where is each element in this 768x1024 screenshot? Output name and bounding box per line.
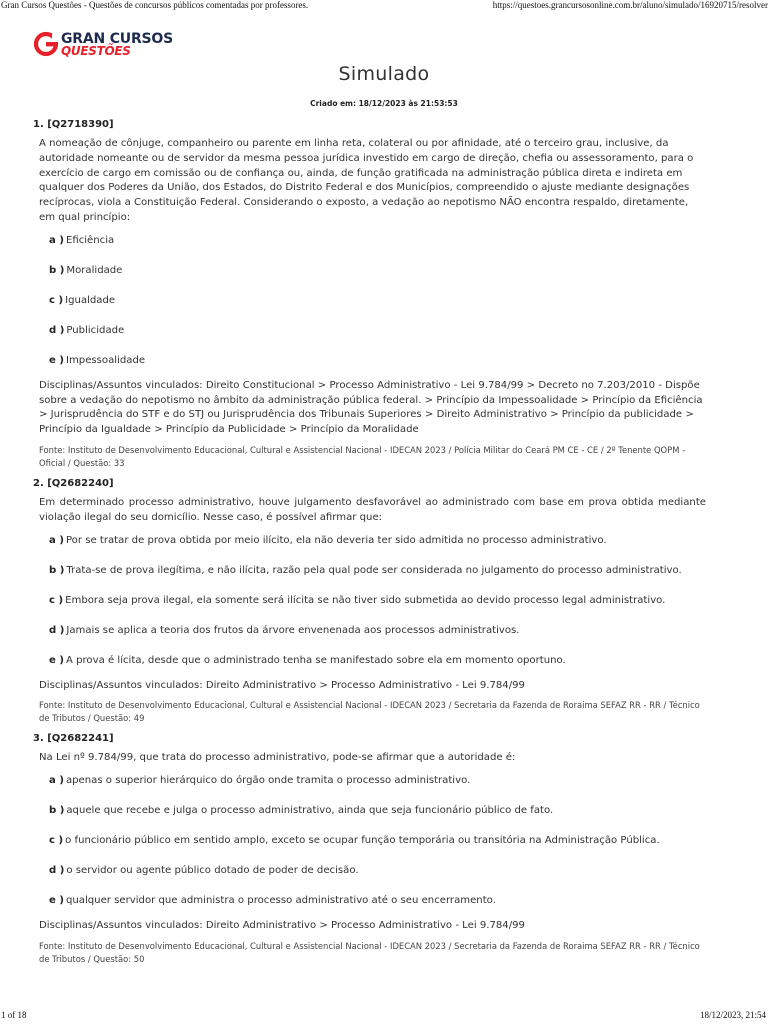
- option-d[interactable]: [49, 624, 706, 654]
- option-letter: e ): [49, 895, 64, 907]
- option-e[interactable]: [49, 894, 706, 916]
- option-letter: b ): [49, 805, 65, 817]
- option-e[interactable]: [49, 354, 706, 376]
- question-source: Fonte: Instituto de Desenvolvimento Educacional, Cultural e Assistencial Nacional - IDECAN 2023 / Secretaria da Fazenda de Roraima SEFAZ RR - RR / Técnico de Tributos / Questão: 49: [39, 700, 700, 724]
- created-date: Criado em: 18/12/2023 às 21:53:53: [310, 99, 458, 108]
- option-text: aquele que recebe e julga o processo administrativo, ainda que seja funcionário público de fato.: [66, 805, 554, 817]
- print-header-title: Gran Cursos Questões - Questões de concursos públicos comentadas por professores.: [1, 0, 309, 10]
- option-letter: e ): [49, 354, 64, 366]
- option-a[interactable]: [49, 774, 706, 804]
- question-source: Fonte: Instituto de Desenvolvimento Educacional, Cultural e Assistencial Nacional - IDECAN 2023 / Secretaria da Fazenda de Roraima SEFAZ RR - RR / Técnico de Tributos / Questão: 50: [39, 940, 700, 964]
- option-d[interactable]: [49, 864, 706, 894]
- question-3: [33, 733, 706, 966]
- question-number: 1. [Q2718390]: [33, 119, 114, 130]
- question-1: [33, 119, 706, 470]
- option-text: Igualdade: [65, 294, 116, 306]
- question-statement: Em determinado processo administrativo, houve julgamento desfavorável ao administrado com base em prova obtida mediante violação ilegal do seu domicílio. Nesse caso, é possível afirmar que:: [39, 496, 706, 523]
- question-number: 3. [Q2682241]: [33, 733, 114, 745]
- question-number: 2. [Q2682240]: [33, 477, 114, 489]
- option-letter: d ): [49, 865, 65, 877]
- print-footer: [0, 1010, 768, 1022]
- option-text: Eficiência: [65, 234, 115, 246]
- option-letter: a ): [49, 534, 64, 546]
- print-header-url: https://questoes.grancursosonline.com.br/aluno/simulado/16920715/resolver: [492, 0, 768, 10]
- option-c[interactable]: [49, 594, 706, 624]
- print-datetime: 18/12/2023, 21:54: [699, 1010, 766, 1020]
- option-letter: e ): [49, 654, 64, 666]
- option-text: qualquer servidor que administra o processo administrativo até o seu encerramento.: [65, 895, 496, 907]
- question-options: [39, 234, 706, 376]
- option-text: o funcionário público em sentido amplo, exceto se ocupar função temporária ou transitória na Administração Pública.: [65, 835, 660, 847]
- option-text: Publicidade: [66, 324, 125, 336]
- option-b[interactable]: [49, 264, 706, 294]
- option-c[interactable]: [49, 294, 706, 324]
- question-subjects: Disciplinas/Assuntos vinculados: Direito Administrativo > Processo Administrativo - Lei 9.784/99: [39, 920, 525, 932]
- option-letter: b ): [49, 564, 65, 576]
- option-c[interactable]: [49, 834, 706, 864]
- option-b[interactable]: [49, 564, 706, 594]
- logo-line-1: GRAN CURSOS: [61, 30, 173, 47]
- option-b[interactable]: [49, 804, 706, 834]
- logo-line-2: QUESTÕES: [61, 43, 131, 58]
- option-e[interactable]: [49, 654, 706, 676]
- question-subjects: Disciplinas/Assuntos vinculados: Direito Constitucional > Processo Administrativo - Lei 9.784/99 > Decreto no 7.203/2010 - Dispõe sobre a vedação do nepotismo no âmbito da administração pública federal. > Princípio da Impessoalidade > Princípio da Eficiência > Jurisprudência do STF e do STJ ou Jurisprudência dos Tribunais Superiores > Direito Administrativo > Princípio da publicidade > Princípio da Igualdade > Princípio da Publicidade > Princípio da Moralidade: [39, 379, 703, 436]
- option-letter: d ): [49, 624, 65, 636]
- option-letter: b ): [49, 264, 65, 276]
- option-text: A prova é lícita, desde que o administrado tenha se manifestado sobre ela em momento oportuno.: [65, 654, 566, 666]
- question-options: [39, 534, 706, 676]
- option-text: Por se tratar de prova obtida por meio ilícito, ela não deveria ter sido admitida no processo administrativo.: [65, 534, 607, 546]
- page-counter: 1 of 18: [1, 1010, 27, 1020]
- option-text: o servidor ou agente público dotado de poder de decisão.: [66, 865, 359, 877]
- print-header: [0, 0, 768, 12]
- question-source: Fonte: Instituto de Desenvolvimento Educacional, Cultural e Assistencial Nacional - IDECAN 2023 / Polícia Militar do Ceará PM CE - CE / 2º Tenente QOPM - Oficial / Questão: 33: [39, 444, 686, 468]
- option-text: apenas o superior hierárquico do órgão onde tramita o processo administrativo.: [65, 775, 471, 787]
- question-statement: A nomeação de cônjuge, companheiro ou parente em linha reta, colateral ou por afinidade, até o terceiro grau, inclusive, da autoridade nomeante ou de servidor da mesma pessoa jurídica investido em cargo de direção, chefia ou assessoramento, para o exercício de cargo em comissão ou de confiança ou, ainda, de função gratificada na administração pública direta e indireta em qualquer dos Poderes da União, dos Estados, do Distrito Federal e dos Municípios, compreendido o ajuste mediante designações recíprocas, viola a Constituição Federal. Considerando o exposto, a vedação ao nepotismo NÃO encontra respaldo, diretamente, em qual princípio:: [39, 138, 694, 223]
- option-letter: a ): [49, 234, 64, 246]
- option-letter: c ): [49, 594, 64, 606]
- option-text: Trata-se de prova ilegítima, e não ilícita, razão pela qual pode ser considerada no julgamento do processo administrativo.: [66, 564, 682, 576]
- option-letter: c ): [49, 835, 64, 847]
- question-options: [39, 774, 706, 916]
- option-letter: c ): [49, 294, 64, 306]
- question-statement: Na Lei nº 9.784/99, que trata do processo administrativo, pode-se afirmar que a autoridade é:: [39, 752, 516, 764]
- option-text: Moralidade: [66, 264, 123, 276]
- option-text: Embora seja prova ilegal, ela somente será ilícita se não tiver sido submetida ao devido processo legal administrativo.: [65, 594, 666, 606]
- option-text: Jamais se aplica a teoria dos frutos da árvore envenenada aos processos administrativos.: [66, 624, 520, 636]
- option-letter: a ): [49, 775, 64, 787]
- question-subjects: Disciplinas/Assuntos vinculados: Direito Administrativo > Processo Administrativo - Lei 9.784/99: [39, 679, 525, 691]
- option-a[interactable]: [49, 234, 706, 264]
- option-a[interactable]: [49, 534, 706, 564]
- question-2: [33, 478, 706, 725]
- page-title: Simulado: [338, 63, 430, 85]
- questions-list: [33, 119, 706, 966]
- option-text: Impessoalidade: [65, 354, 146, 366]
- option-d[interactable]: [49, 324, 706, 354]
- logo-g-icon: [33, 31, 59, 57]
- option-letter: d ): [49, 324, 65, 336]
- gran-cursos-logo[interactable]: [33, 30, 173, 58]
